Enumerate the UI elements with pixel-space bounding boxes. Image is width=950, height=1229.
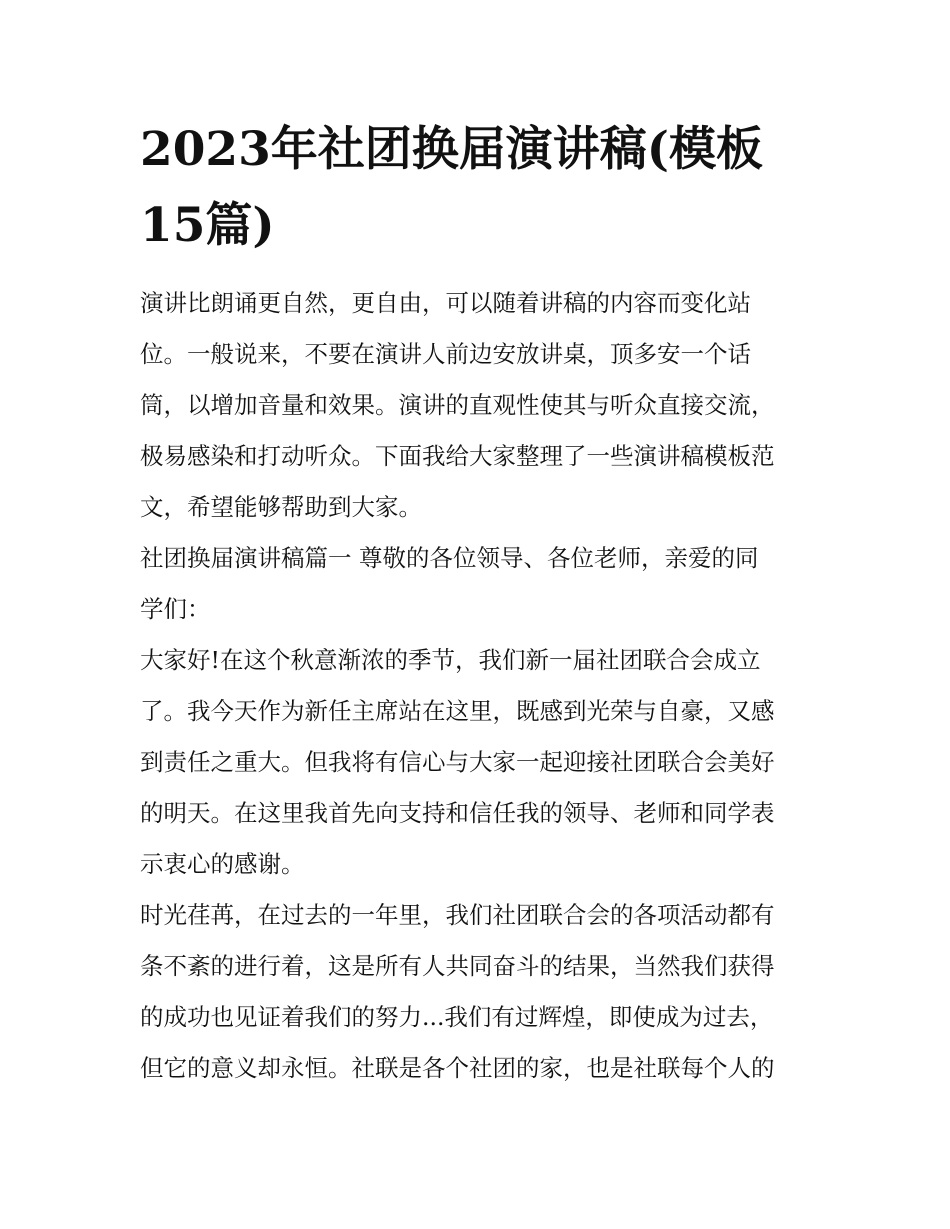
text-line: 了。我今天作为新任主席站在这里，既感到光荣与自豪，又感: [140, 697, 775, 725]
text-line: 但它的意义却永恒。社联是各个社团的家，也是社联每个人的: [140, 1054, 775, 1082]
text-line: 时光荏苒，在过去的一年里，我们社团联合会的各项活动都有: [140, 901, 775, 929]
text-line: 条不紊的进行着，这是所有人共同奋斗的结果，当然我们获得: [140, 952, 775, 980]
paragraph-greeting: [140, 533, 812, 635]
document-page: [140, 112, 812, 1094]
text-line: 示衷心的感谢。: [140, 850, 305, 878]
paragraph-opening: [140, 635, 812, 890]
text-line: 到责任之重大。但我将有信心与大家一起迎接社团联合会美好: [140, 748, 775, 776]
text-line: 极易感染和打动听众。下面我给大家整理了一些演讲稿模板范: [140, 442, 775, 470]
text-line: 大家好!在这个秋意渐浓的季节，我们新一届社团联合会成立: [140, 646, 761, 674]
title-line: 2023年社团换届演讲稿(模板: [140, 122, 764, 177]
title-line: 15篇): [140, 198, 275, 253]
text-line: 筒，以增加音量和效果。演讲的直观性使其与听众直接交流，: [140, 391, 775, 419]
text-line: 文，希望能够帮助到大家。: [140, 493, 422, 521]
paragraph-intro: [140, 278, 812, 533]
document-title: [140, 112, 812, 264]
text-line: 学们：: [140, 595, 211, 623]
text-line: 社团换届演讲稿篇一 尊敬的各位领导、各位老师，亲爱的同: [140, 544, 759, 572]
text-line: 的明天。在这里我首先向支持和信任我的领导、老师和同学表: [140, 799, 775, 827]
text-line: 的成功也见证着我们的努力...我们有过辉煌，即使成为过去，: [140, 1003, 774, 1031]
paragraph-review: [140, 890, 812, 1094]
text-line: 位。一般说来，不要在演讲人前边安放讲桌，顶多安一个话: [140, 340, 751, 368]
text-line: 演讲比朗诵更自然，更自由，可以随着讲稿的内容而变化站: [140, 289, 751, 317]
